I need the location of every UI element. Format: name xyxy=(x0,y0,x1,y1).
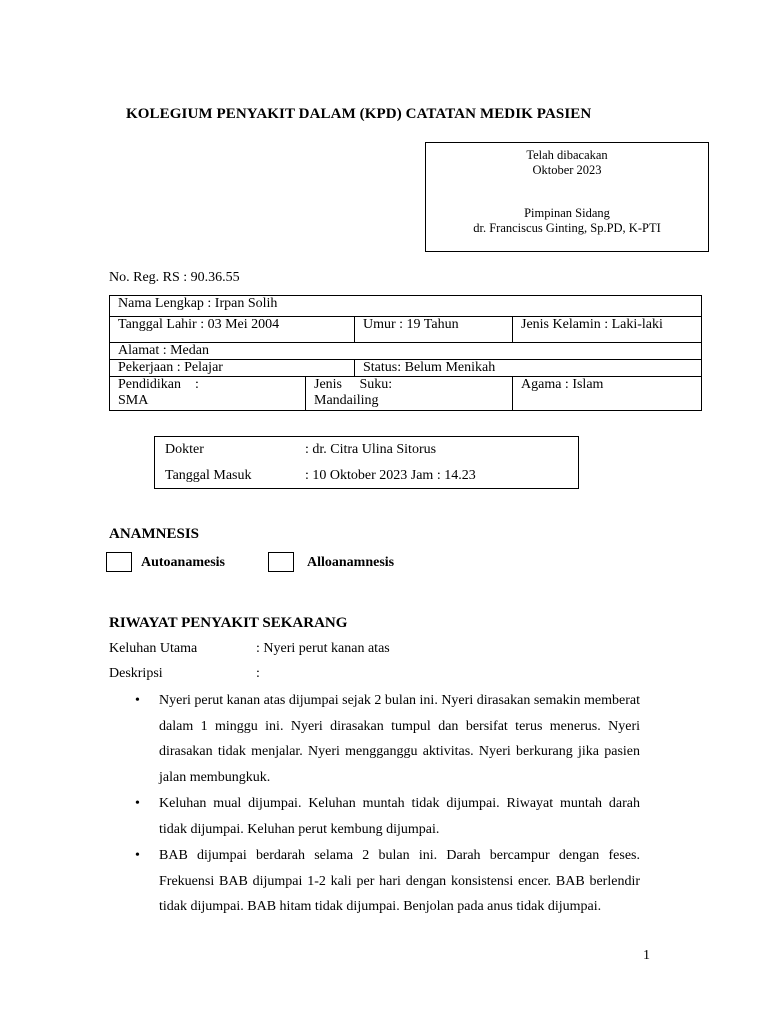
illness-description-list xyxy=(140,688,640,921)
admission-label: Tanggal Masuk xyxy=(165,468,252,483)
autoanamnesis-checkbox[interactable] xyxy=(106,552,132,572)
stamp-line-chair-name: dr. Franciscus Ginting, Sp.PD, K-PTI xyxy=(473,221,661,235)
patient-birthdate: Tanggal Lahir : 03 Mei 2004 xyxy=(110,317,355,343)
stamp-box xyxy=(425,142,709,252)
patient-ethnicity xyxy=(306,377,513,411)
education-label: Pendidikan : xyxy=(118,377,199,392)
current-illness-heading: RIWAYAT PENYAKIT SEKARANG xyxy=(109,615,348,631)
patient-sex: Jenis Kelamin : Laki-laki xyxy=(513,317,702,343)
patient-occupation: Pekerjaan : Pelajar xyxy=(110,360,355,377)
education-value: SMA xyxy=(118,393,149,408)
patient-education xyxy=(110,377,306,411)
ethnicity-label: Jenis Suku: xyxy=(314,377,393,392)
patient-marital-status: Status: Belum Menikah xyxy=(355,360,702,377)
document-title: KOLEGIUM PENYAKIT DALAM (KPD) CATATAN MEDIK PASIEN xyxy=(126,106,592,122)
patient-name: Nama Lengkap : Irpan Solih xyxy=(110,296,702,317)
admission-value: : 10 Oktober 2023 Jam : 14.23 xyxy=(305,468,476,483)
autoanamnesis-label: Autoanamesis xyxy=(141,555,226,570)
stamp-line-read: Telah dibacakan xyxy=(526,148,608,162)
chief-complaint-value: : Nyeri perut kanan atas xyxy=(256,641,390,656)
list-item: • Keluhan mual dijumpai. Keluhan muntah tidak dijumpai. Riwayat muntah darah tidak dijumpai. Keluhan perut kembung dijumpai. xyxy=(140,791,640,842)
description-colon: : xyxy=(256,666,260,681)
patient-age: Umur : 19 Tahun xyxy=(355,317,513,343)
alloanamnesis-label: Alloanamnesis xyxy=(307,555,395,570)
ethnicity-value: Mandailing xyxy=(314,393,379,408)
anamnesis-heading: ANAMNESIS xyxy=(109,526,200,542)
chief-complaint-label: Keluhan Utama xyxy=(109,641,198,656)
doctor-box xyxy=(154,436,579,489)
patient-address: Alamat : Medan xyxy=(110,343,702,360)
alloanamnesis-checkbox[interactable] xyxy=(268,552,294,572)
stamp-line-date: Oktober 2023 xyxy=(532,163,602,177)
list-item: • BAB dijumpai berdarah selama 2 bulan ini. Darah bercampur dengan feses. Frekuensi BAB dijumpai 1-2 kali per hari dengan konsistensi encer. BAB berlendir tidak dijumpai. BAB hitam tidak dijumpai. Benjolan pada anus tidak dijumpai. xyxy=(140,843,640,920)
list-item: • Nyeri perut kanan atas dijumpai sejak 2 bulan ini. Nyeri dirasakan semakin memberat dalam 1 minggu ini. Nyeri dirasakan tumpul dan bersifat terus menerus. Nyeri dirasakan tidak menjalar. Nyeri mengganggu aktivitas. Nyeri berkurang jika pasien jalan membungkuk. xyxy=(140,688,640,790)
description-label: Deskripsi xyxy=(109,666,163,681)
registration-number: No. Reg. RS : 90.36.55 xyxy=(109,270,240,285)
patient-identity-table xyxy=(109,295,702,411)
doctor-label: Dokter xyxy=(165,442,204,457)
patient-religion: Agama : Islam xyxy=(513,377,702,411)
page-number: 1 xyxy=(643,948,650,963)
stamp-line-chair-title: Pimpinan Sidang xyxy=(524,206,610,220)
doctor-value: : dr. Citra Ulina Sitorus xyxy=(305,442,437,457)
